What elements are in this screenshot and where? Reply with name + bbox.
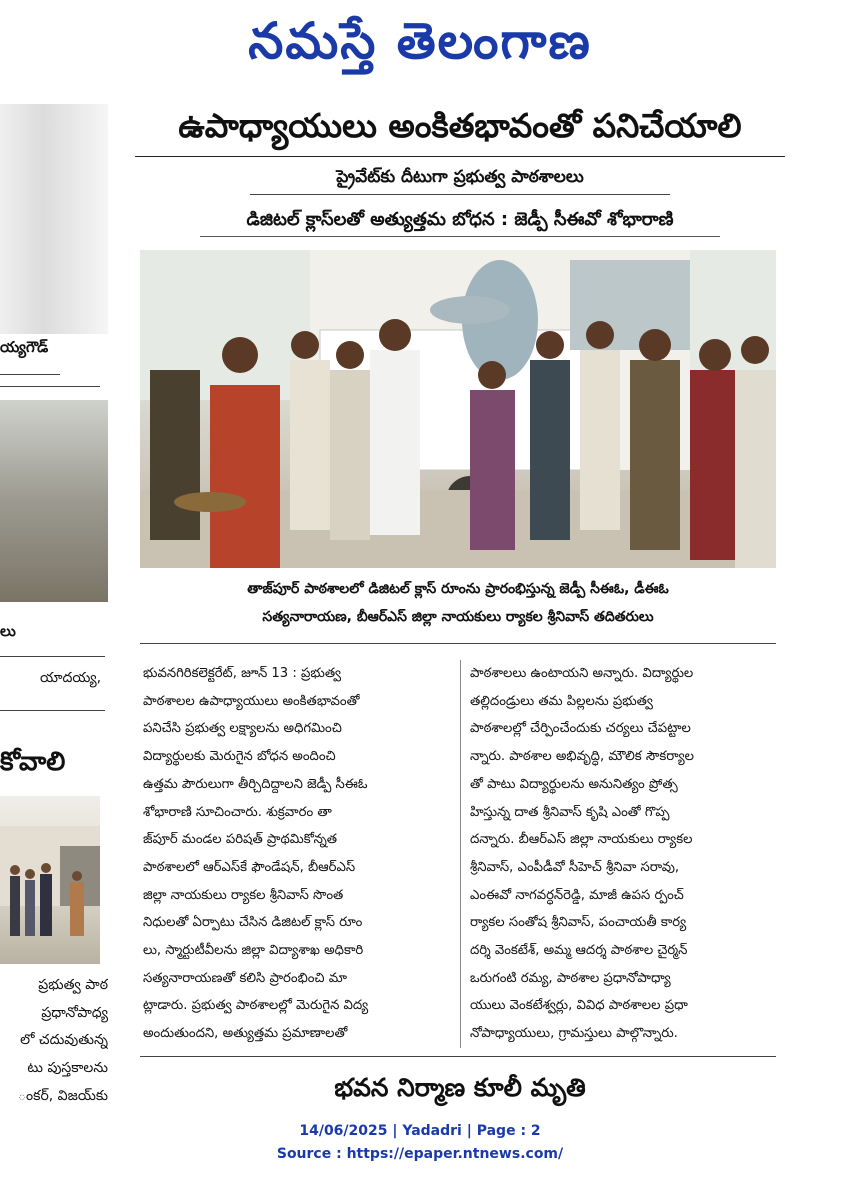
article-body-right-column [470, 660, 770, 1050]
photo-caption [140, 575, 776, 635]
left-divider-3 [0, 656, 105, 657]
left-divider-4 [0, 710, 105, 711]
left-photo-caption-2: లు [0, 622, 16, 640]
body-line: ఉత్తమ పౌరులుగా తీర్చిదిద్దాలని జెడ్పీ సీఈఓ [143, 776, 368, 792]
body-line: తల్లిదండ్రులు తమ పిల్లలను ప్రభుత్వ [470, 693, 653, 709]
left-photo-3-figures [0, 796, 100, 964]
source-link[interactable]: Source : https://epaper.ntnews.com/ [276, 1146, 564, 1162]
body-line: జిల్లా నాయకులు ర్యాకల శ్రీనివాస్ సొంత [143, 887, 344, 903]
body-line: పాఠశాలల్లో చేర్పించేందుకు చర్యలు చేపట్టాల [470, 721, 691, 737]
left-story-headline: కోవాలి [0, 747, 66, 777]
left-divider-1 [0, 374, 60, 375]
edition-info: 14/06/2025 | Yadadri | Page : 2 [299, 1123, 541, 1139]
article-subheadline-2: డిజిటల్ క్లాస్‌లతో అత్యుత్తమ బోధన : జెడ్పీ సీఈవో శోభారాణి [200, 204, 720, 237]
body-line: సత్యనారాయణతో కలిసి ప్రారంభించి మా [143, 970, 347, 986]
body-line: శోభారాణి సూచించారు. శుక్రవారం తా [143, 804, 332, 820]
left-story-text [0, 972, 108, 1111]
left-text-line: ప్రధానోపాధ్య [41, 1004, 108, 1021]
body-line: దన్నారు. బీఆర్ఎస్ జిల్లా నాయకులు ర్యాకల [470, 832, 693, 848]
body-line: దర్శి వెంకటేశ్, అమ్మ ఆదర్శ పాఠశాల చైర్మన్ [470, 943, 688, 959]
body-line: విద్యార్థులకు మెరుగైన బోధన అందించి [143, 749, 336, 765]
article-photo-illustration [140, 250, 776, 568]
body-line: హిస్తున్న దాత శ్రీనివాస్ కృషి ఎంతో గొప్ప [470, 804, 670, 820]
left-text-line: టు పుస్తకాలను [27, 1060, 108, 1077]
body-line: శ్రీనివాస్, ఎంపీడీవో సీహెచ్ శ్రీనివా సరావు, [470, 859, 680, 875]
body-line: పాఠశాలలో ఆర్ఎస్‌కే ఫౌండేషన్, బీఆర్ఎస్ [143, 859, 356, 875]
left-story-photo-1 [0, 104, 108, 334]
body-line: ర్యాకల సంతోష శ్రీనివాస్, పంచాయతీ కార్య [470, 915, 687, 931]
caption-rule [140, 643, 776, 644]
body-line: పాఠశాలలు ఉంటాయని అన్నారు. విద్యార్థుల [470, 666, 694, 681]
left-text-fragment: యాదయ్య, [40, 670, 102, 686]
photo-caption-line-2: సత్యనారాయణ, బీఆర్ఎస్ జిల్లా నాయకులు ర్యాకల శ్రీనివాస్ తదితరులు [262, 609, 654, 625]
article-bottom-rule [140, 1056, 776, 1057]
article-photo [140, 250, 776, 568]
newspaper-masthead: నమస్తే తెలంగాణ [248, 12, 592, 70]
left-divider-2 [0, 386, 100, 387]
body-line: పనిచేసి ప్రభుత్వ లక్ష్యాలను అధిగమించి [143, 721, 342, 737]
body-line: జ్‌పూర్ మండల పరిషత్ ప్రాథమికోన్నత [143, 832, 338, 848]
photo-caption-line-1: తాజ్‌పూర్ పాఠశాలలో డిజిటల్ క్లాస్ రూంను ప్రారంభిస్తున్న జెడ్పీ సీఈఓ, డీఈఓ [247, 581, 669, 597]
body-line: లు, స్మార్టుటీవీలను జిల్లా విద్యాశాఖ అధికారి [143, 943, 364, 959]
body-line: ట్లాడారు. ప్రభుత్వ పాఠశాలల్లో మెరుగైన విద్య [143, 998, 369, 1014]
body-line: న్నారు. పాఠశాల అభివృద్ధి, మౌలిక సౌకర్యాల [470, 749, 694, 765]
left-text-line: లో చదువుతున్న [20, 1032, 108, 1049]
left-text-line: ప్రభుత్వ పాఠ [38, 977, 108, 993]
headline-underline [135, 156, 785, 157]
body-line: యులు వెంకటేశ్వర్లు, వివిధ పాఠశాలల ప్రధా [470, 998, 688, 1014]
article-headline: ఉపాధ్యాయులు అంకితభావంతో పనిచేయాలి [178, 106, 742, 145]
body-line: ఎంఈవో నాగవర్ధన్‌రెడ్డి, మాజీ ఉపస ర్పంచ్ [470, 887, 684, 903]
body-line: పాఠశాలల ఉపాధ్యాయులు అంకితభావంతో [143, 693, 360, 709]
article-subheadline-1: ప్రైవేట్‌కు దీటుగా ప్రభుత్వ పాఠశాలలు [336, 167, 584, 187]
body-line: అందుతుందని, అత్యుత్తమ ప్రమాణాలతో [143, 1026, 348, 1042]
body-line: తో పాటు విద్యార్థులను అనునిత్యం ప్రోత్స [470, 776, 678, 792]
left-photo-caption-1: య్యగౌడ్ [0, 338, 49, 356]
body-line: నిధులతో ఏర్పాటు చేసిన డిజిటల్ క్లాస్ రూం [143, 915, 363, 931]
next-story-headline: భవన నిర్మాణ కూలీ మృతి [334, 1073, 586, 1102]
subheadline-rule [250, 194, 670, 195]
column-divider [460, 660, 461, 1048]
left-story-photo-2 [0, 400, 108, 602]
body-line: నోపాధ్యాయులు, గ్రామస్తులు పాల్గొన్నారు. [470, 1026, 678, 1042]
left-story-photo-3 [0, 796, 100, 964]
body-line: ఒరుగంటి రమ్య, పాఠశాల ప్రధానోపాధ్యా [470, 970, 671, 986]
body-line: భువనగిరికలెక్టరేట్, జూన్ 13 : ప్రభుత్వ [143, 666, 342, 681]
left-text-line: ంకర్, విజయ్‌కు [17, 1087, 108, 1104]
article-body-left-column [143, 660, 443, 1050]
